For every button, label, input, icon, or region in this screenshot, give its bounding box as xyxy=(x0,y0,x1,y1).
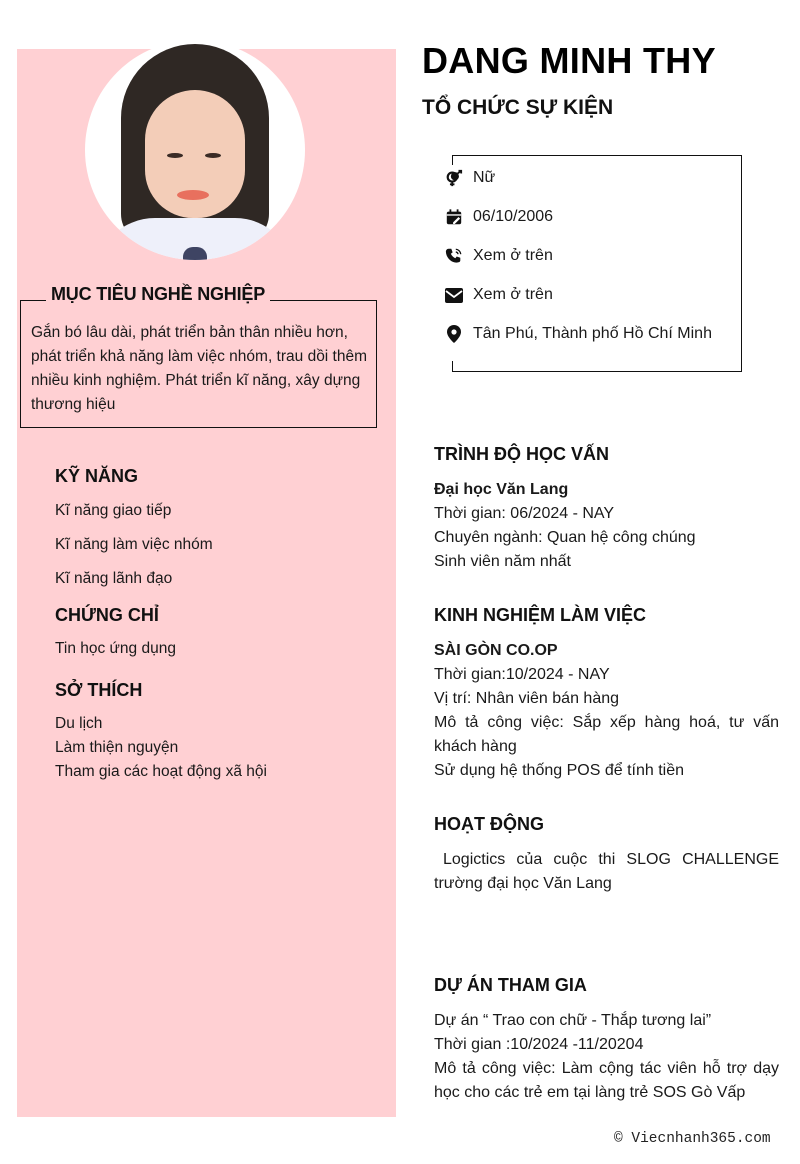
contact-box-border-stub xyxy=(452,155,453,165)
project-name: Dự án “ Trao con chữ - Thắp tương lai” xyxy=(434,1012,712,1029)
copyright-text: © Viecnhanh365.com xyxy=(614,1131,771,1147)
hobbies-heading: SỞ THÍCH xyxy=(55,680,143,700)
contact-email xyxy=(444,284,553,306)
avatar-lips xyxy=(177,190,209,200)
activities-heading: HOẠT ĐỘNG xyxy=(434,814,544,834)
contact-gender-value: Nữ xyxy=(473,169,496,186)
project-description: Mô tả công việc: Làm cộng tác viên hỗ trợ dạy học cho các trẻ em tại làng trẻ SOS Gò Vấp xyxy=(434,1060,779,1101)
avatar xyxy=(85,40,305,260)
email-icon xyxy=(444,285,464,305)
education-major: Chuyên ngành: Quan hệ công chúng xyxy=(434,529,696,546)
calendar-icon xyxy=(444,207,464,227)
candidate-role: TỔ CHỨC SỰ KIỆN xyxy=(422,96,614,119)
location-pin-icon xyxy=(444,324,464,344)
activities-text: Logictics của cuộc thi SLOG CHALLENGE trường đại học Văn Lang xyxy=(434,851,779,892)
certificates-heading: CHỨNG CHỈ xyxy=(55,605,159,625)
gender-icon xyxy=(444,168,464,188)
experience-time: Thời gian:10/2024 - NAY xyxy=(434,666,610,683)
contact-gender xyxy=(444,167,495,189)
contact-email-value: Xem ở trên xyxy=(473,286,553,303)
projects-heading: DỰ ÁN THAM GIA xyxy=(434,975,587,995)
objective-text: Gắn bó lâu dài, phát triển bản thân nhiều hơn, phát triển khả năng làm việc nhóm, trau dồi thêm nhiều kinh nghiệm. Phát triển kĩ năng, xây dựng thương hiệu xyxy=(31,324,368,413)
experience-company: SÀI GÒN CO.OP xyxy=(434,642,558,659)
education-note: Sinh viên năm nhất xyxy=(434,553,571,570)
contact-phone xyxy=(444,245,553,267)
experience-extra: Sử dụng hệ thống POS để tính tiền xyxy=(434,762,684,779)
hobby-item: Làm thiện nguyện xyxy=(55,739,179,756)
project-time: Thời gian :10/2024 -11/20204 xyxy=(434,1036,644,1053)
experience-position: Vị trí: Nhân viên bán hàng xyxy=(434,690,620,707)
skill-item: Kĩ năng lãnh đạo xyxy=(55,570,173,587)
contact-birthday-value: 06/10/2006 xyxy=(473,208,554,225)
avatar-eye-right xyxy=(205,153,221,158)
contact-address xyxy=(444,323,712,345)
certificate-item: Tin học ứng dụng xyxy=(55,640,176,657)
skill-item: Kĩ năng giao tiếp xyxy=(55,502,172,519)
candidate-name: DANG MINH THY xyxy=(422,40,716,81)
objective-title: MỤC TIÊU NGHỀ NGHIỆP xyxy=(46,284,270,305)
hobby-item: Du lịch xyxy=(55,715,103,732)
experience-description: Mô tả công việc: Sắp xếp hàng hoá, tư vấn khách hàng xyxy=(434,714,779,755)
contact-box-border-stub xyxy=(452,361,453,372)
education-heading: TRÌNH ĐỘ HỌC VẤN xyxy=(434,444,609,464)
contact-birthday xyxy=(444,206,553,228)
avatar-tie xyxy=(183,247,207,260)
education-school: Đại học Văn Lang xyxy=(434,481,569,498)
phone-icon xyxy=(444,246,464,266)
contact-address-value: Tân Phú, Thành phố Hồ Chí Minh xyxy=(473,325,712,342)
avatar-eye-left xyxy=(167,153,183,158)
experience-heading: KINH NGHIỆM LÀM VIỆC xyxy=(434,605,647,625)
education-time: Thời gian: 06/2024 - NAY xyxy=(434,505,615,522)
hobby-item: Tham gia các hoạt động xã hội xyxy=(55,763,267,780)
skill-item: Kĩ năng làm việc nhóm xyxy=(55,536,213,553)
contact-phone-value: Xem ở trên xyxy=(473,247,553,264)
skills-heading: KỸ NĂNG xyxy=(55,466,139,486)
